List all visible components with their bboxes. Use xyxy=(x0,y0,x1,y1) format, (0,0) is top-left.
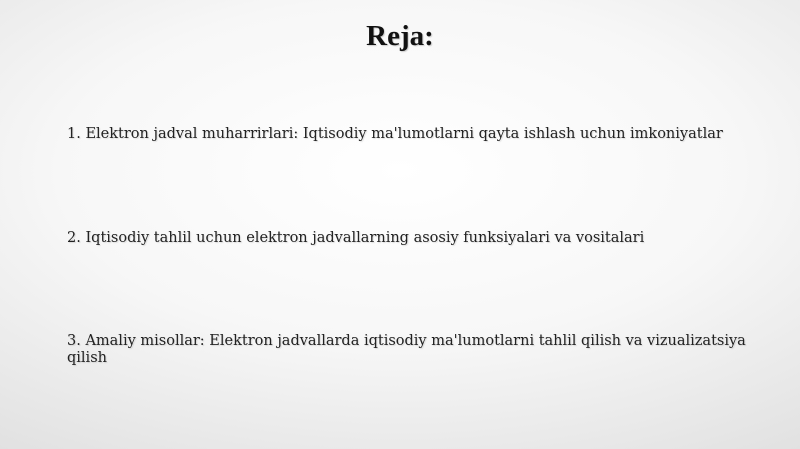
plan-item-2: 2. Iqtisodiy tahlil uchun elektron jadvallarning asosiy funksiyalari va vositalari xyxy=(67,230,645,246)
slide-title: Reja: xyxy=(366,20,434,52)
plan-item-3: 3. Amaliy misollar: Elektron jadvallarda iqtisodiy ma'lumotlarni tahlil qilish va vizualizatsiya qilish xyxy=(67,333,746,366)
plan-item-1: 1. Elektron jadval muharrirlari: Iqtisodiy ma'lumotlarni qayta ishlash uchun imkoniyatlar xyxy=(67,126,723,142)
